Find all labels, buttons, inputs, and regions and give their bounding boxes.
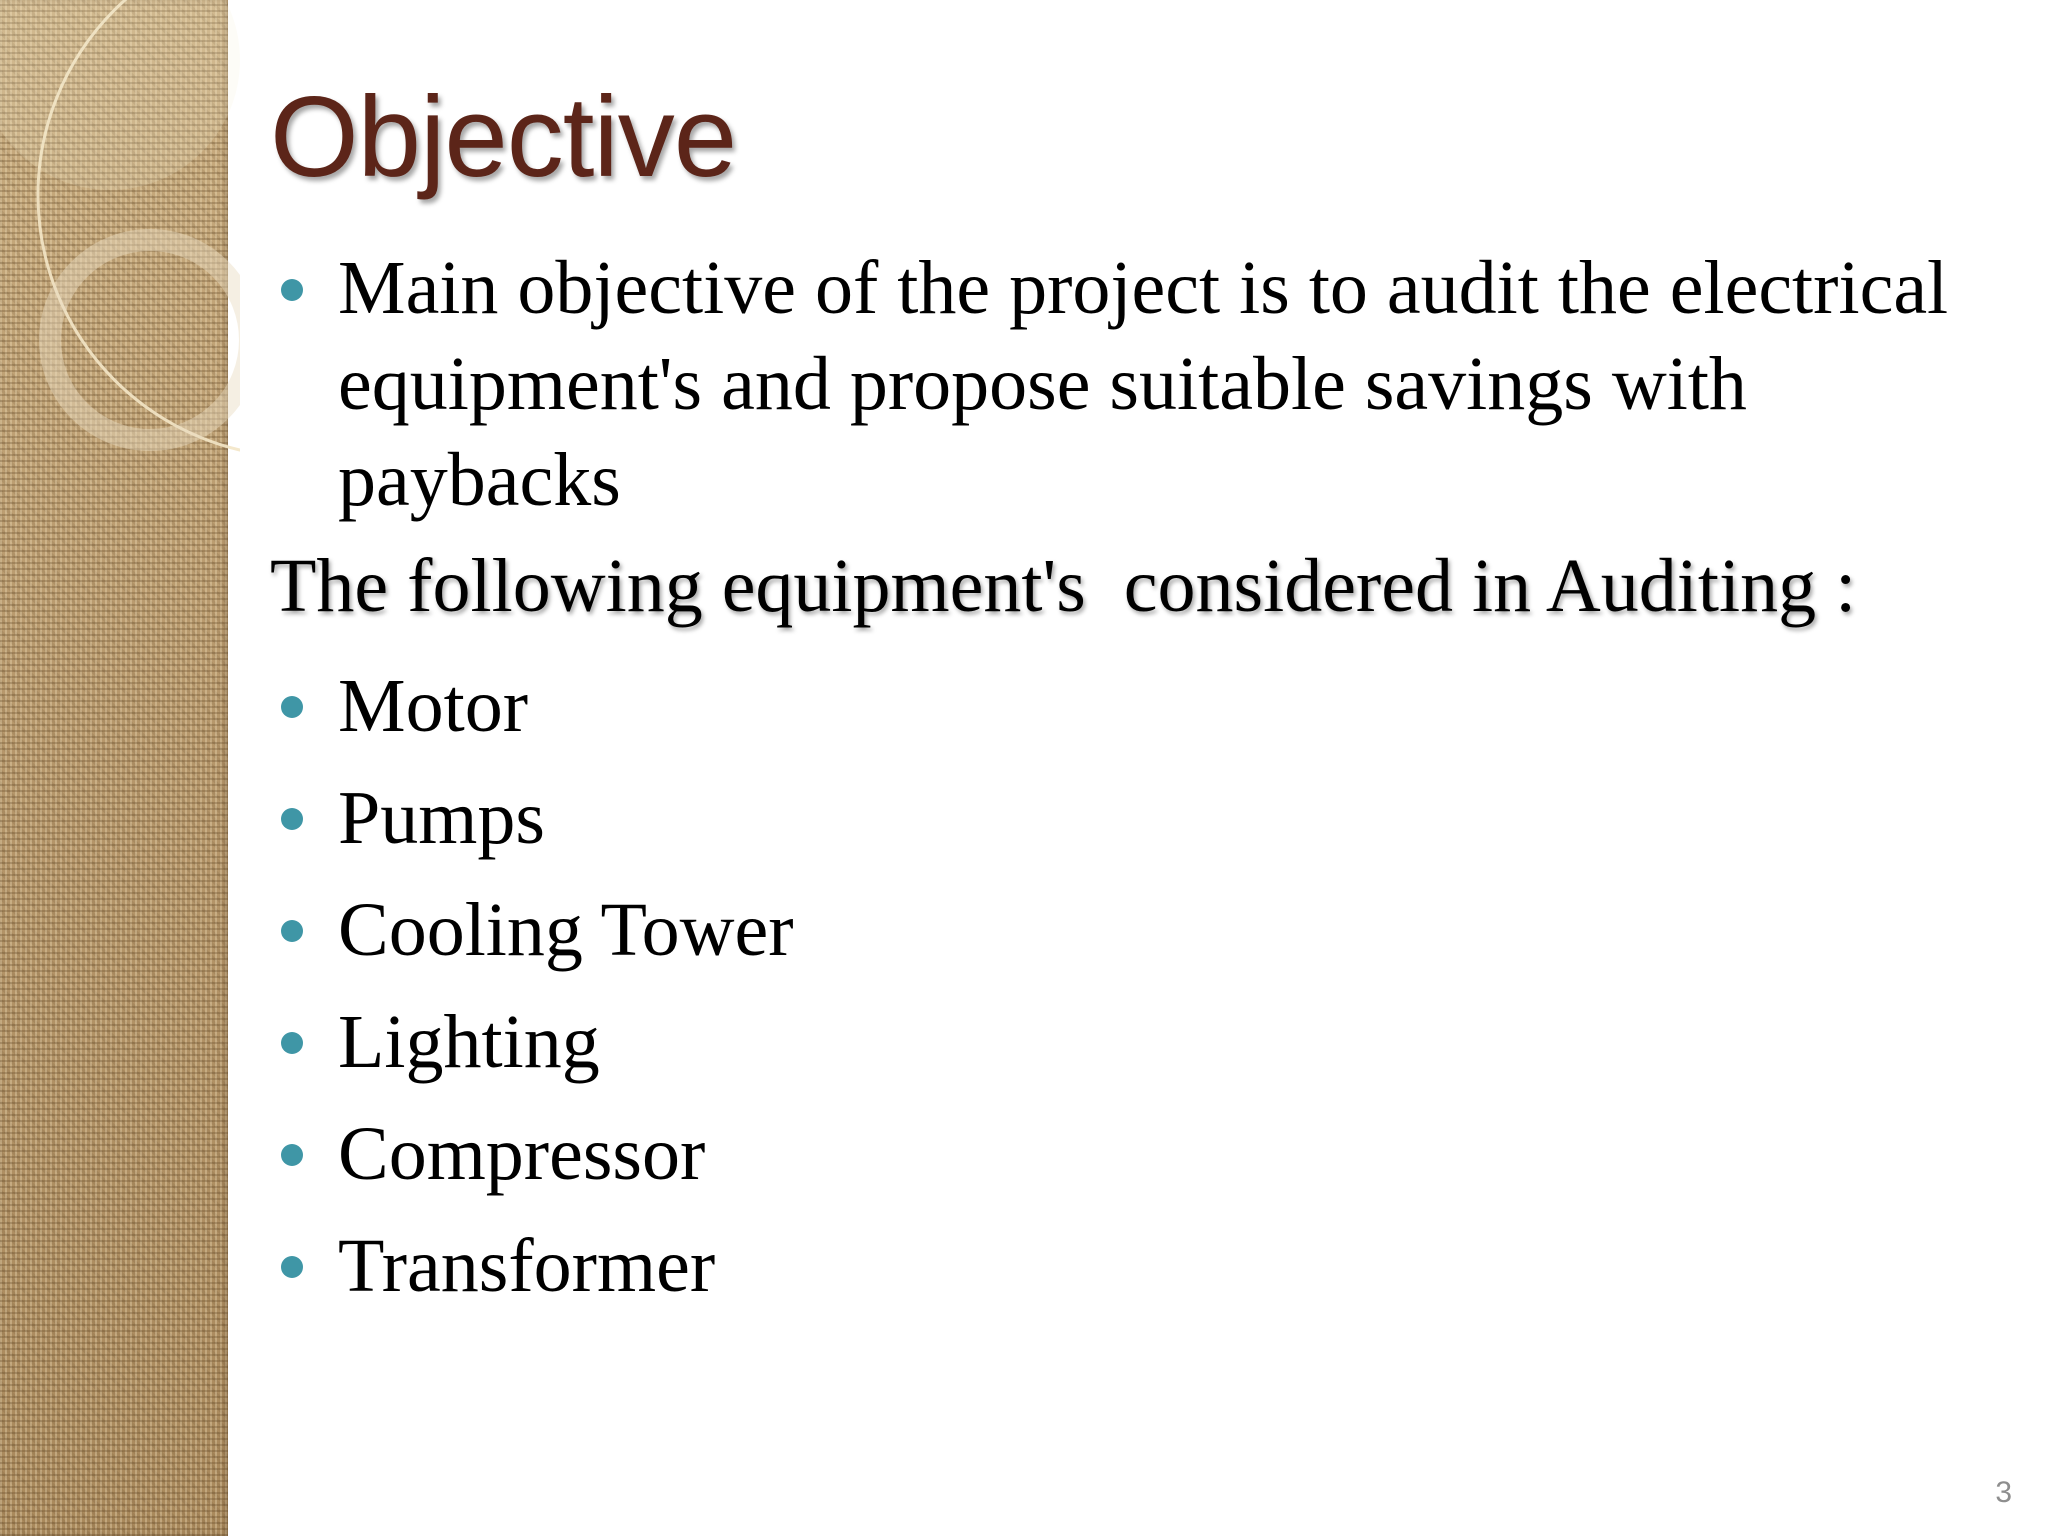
- list-item-text: Lighting: [338, 1000, 600, 1084]
- bullet-dot-icon: [281, 1144, 303, 1166]
- slide-content: [270, 240, 2010, 1322]
- bullet-dot-icon: [281, 808, 303, 830]
- list-item: [270, 1098, 2010, 1210]
- bullet-dot-icon: [281, 279, 303, 301]
- list-item-text: Transformer: [338, 1224, 716, 1308]
- list-item: [270, 650, 2010, 762]
- bullet-dot-icon: [281, 1032, 303, 1054]
- slide-title: Objective: [270, 74, 737, 201]
- bullet-dot-icon: [281, 920, 303, 942]
- list-item-text: Motor: [338, 664, 528, 748]
- equipment-list: [270, 650, 2010, 1322]
- list-item-text: Pumps: [338, 776, 545, 860]
- equipment-subheading: The following equipment's considered in Auditing :: [270, 544, 1857, 628]
- list-item: [270, 986, 2010, 1098]
- intro-bullet: [270, 240, 2010, 528]
- list-item-text: Cooling Tower: [338, 888, 794, 972]
- bullet-dot-icon: [281, 1256, 303, 1278]
- list-item: [270, 762, 2010, 874]
- bullet-dot-icon: [281, 696, 303, 718]
- list-item: [270, 874, 2010, 986]
- intro-bullet-text: Main objective of the project is to audit the electrical equipment's and propose suitable savings with paybacks: [338, 246, 1949, 522]
- page-number: 3: [1995, 1476, 2012, 1509]
- decorative-rings-icon: [0, 0, 240, 520]
- list-item-text: Compressor: [338, 1112, 706, 1196]
- list-item: [270, 1210, 2010, 1322]
